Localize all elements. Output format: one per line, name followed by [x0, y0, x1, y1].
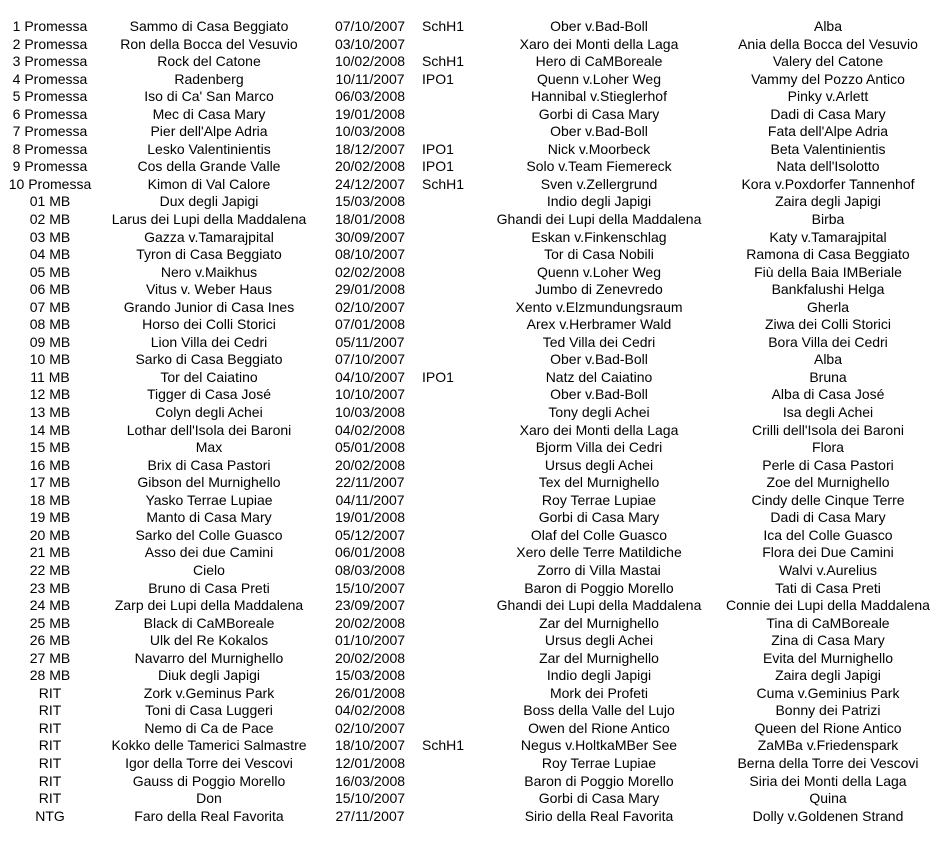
dog-name-cell: Cos della Grande Valle [137, 158, 281, 175]
dam-cell: Connie dei Lupi della Maddalena [726, 597, 930, 614]
title-cell: SchH1 [422, 737, 465, 754]
dog-name-cell: Black di CaMBoreale [143, 614, 275, 631]
birth-date-cell: 05/01/2008 [334, 439, 406, 456]
dam-cell: Cuma v.Geminius Park [756, 684, 900, 701]
class-cell: 18 MB [29, 491, 71, 508]
class-cell: 13 MB [29, 404, 71, 421]
birth-date-cell: 27/11/2007 [335, 807, 405, 824]
birth-date-cell: 22/11/2007 [335, 474, 405, 491]
birth-date-cell: 20/02/2008 [334, 158, 406, 175]
dog-name-cell: Faro della Real Favorita [134, 807, 284, 824]
birth-date-cell: 18/10/2007 [334, 737, 406, 754]
dog-name-cell: Diuk degli Japigi [158, 667, 260, 684]
dam-cell: Bankfalushi Helga [771, 281, 885, 298]
dog-name-cell: Nemo di Ca de Pace [144, 719, 274, 736]
table-row [0, 123, 940, 141]
class-cell: 4 Promessa [12, 70, 88, 87]
title-cell: IPO1 [422, 140, 454, 157]
table-row [0, 211, 940, 229]
dam-cell: Siria dei Monti della Laga [749, 772, 907, 789]
birth-date-cell: 19/01/2008 [334, 509, 406, 526]
class-cell: 14 MB [29, 421, 71, 438]
dam-cell: Dolly v.Goldenen Strand [752, 807, 904, 824]
dog-name-cell: Don [196, 790, 222, 807]
birth-date-cell: 15/03/2008 [334, 667, 406, 684]
dog-name-cell: Larus dei Lupi della Maddalena [111, 211, 307, 228]
class-cell: 27 MB [29, 649, 71, 666]
sire-cell: Gorbi di Casa Mary [538, 509, 660, 526]
birth-date-cell: 07/10/2007 [334, 351, 406, 368]
class-cell: RIT [38, 737, 62, 754]
class-cell: 28 MB [29, 667, 71, 684]
table-row [0, 720, 940, 738]
table-row [0, 299, 940, 317]
dog-name-cell: Mec di Casa Mary [152, 105, 266, 122]
dam-cell: Pinky v.Arlett [787, 88, 869, 105]
sire-cell: Natz del Caiatino [545, 368, 653, 385]
birth-date-cell: 24/12/2007 [334, 175, 406, 192]
dam-cell: Berna della Torre dei Vescovi [737, 754, 919, 771]
birth-date-cell: 20/02/2008 [334, 614, 406, 631]
dam-cell: Cindy delle Cinque Terre [751, 491, 905, 508]
class-cell: 10 Promessa [8, 175, 92, 192]
dog-name-cell: Kokko delle Tamerici Salmastre [111, 737, 307, 754]
birth-date-cell: 04/02/2008 [334, 421, 406, 438]
class-cell: 06 MB [29, 281, 71, 298]
table-row [0, 264, 940, 282]
dog-name-cell: Navarro del Murnighello [134, 649, 284, 666]
class-cell: 8 Promessa [12, 140, 88, 157]
sire-cell: Indio degli Japigi [546, 667, 652, 684]
birth-date-cell: 30/09/2007 [334, 228, 406, 245]
dog-name-cell: Gibson del Murnighello [137, 474, 281, 491]
sire-cell: Hero di CaMBoreale [535, 53, 663, 70]
sire-cell: Xaro dei Monti della Laga [519, 421, 679, 438]
dog-name-cell: Gazza v.Tamarajpital [144, 228, 274, 245]
dog-name-cell: Tigger di Casa José [147, 386, 271, 403]
class-cell: 09 MB [29, 333, 71, 350]
dam-cell: Crilli dell'Isola dei Baroni [751, 421, 905, 438]
dam-cell: Tina di CaMBoreale [766, 614, 890, 631]
dog-name-cell: Tyron di Casa Beggiato [136, 246, 282, 263]
dog-name-cell: Zork v.Geminus Park [143, 684, 275, 701]
sire-cell: Tor di Casa Nobili [544, 246, 654, 263]
birth-date-cell: 06/01/2008 [334, 544, 406, 561]
sire-cell: Indio degli Japigi [546, 193, 652, 210]
birth-date-cell: 23/09/2007 [334, 597, 406, 614]
table-row [0, 632, 940, 650]
table-row [0, 281, 940, 299]
title-cell: SchH1 [422, 18, 465, 34]
class-cell: 11 MB [30, 368, 70, 385]
sire-cell: Zar del Murnighello [539, 614, 659, 631]
birth-date-cell: 02/10/2007 [334, 719, 406, 736]
table-row [0, 71, 940, 89]
class-cell: 16 MB [29, 456, 71, 473]
dog-name-cell: Sammo di Casa Beggiato [129, 18, 289, 34]
birth-date-cell: 07/10/2007 [334, 18, 406, 34]
dam-cell: Queen del Rione Antico [754, 719, 902, 736]
birth-date-cell: 20/02/2008 [334, 649, 406, 666]
class-cell: 19 MB [29, 509, 71, 526]
dog-name-cell: Gauss di Poggio Morello [132, 772, 286, 789]
birth-date-cell: 01/10/2007 [334, 632, 406, 649]
class-cell: 08 MB [29, 316, 71, 333]
dam-cell: Zoe del Murnighello [766, 474, 890, 491]
sire-cell: Sven v.Zellergrund [540, 175, 658, 192]
table-row [0, 597, 940, 615]
class-cell: 22 MB [29, 561, 71, 578]
table-row [0, 18, 940, 36]
sire-cell: Solo v.Team Fiemereck [526, 158, 672, 175]
dog-name-cell: Sarko di Casa Beggiato [135, 351, 283, 368]
birth-date-cell: 18/01/2008 [334, 211, 406, 228]
table-row [0, 650, 940, 668]
class-cell: 24 MB [29, 597, 71, 614]
table-row [0, 141, 940, 159]
dam-cell: Valery del Catone [772, 53, 884, 70]
dog-name-cell: Lesko Valentinientis [147, 140, 271, 157]
class-cell: 10 MB [29, 351, 71, 368]
class-cell: 17 MB [29, 474, 71, 491]
sire-cell: Negus v.HoltkaMBer See [520, 737, 678, 754]
dog-name-cell: Kimon di Val Calore [147, 175, 271, 192]
birth-date-cell: 08/03/2008 [334, 561, 406, 578]
table-row [0, 316, 940, 334]
dam-cell: Zaira degli Japigi [775, 193, 881, 210]
class-cell: RIT [38, 684, 62, 701]
sire-cell: Zar del Murnighello [539, 649, 659, 666]
birth-date-cell: 12/01/2008 [334, 754, 406, 771]
dam-cell: Bruna [809, 368, 847, 385]
birth-date-cell: 20/02/2008 [334, 456, 406, 473]
sire-cell: Ober v.Bad-Boll [550, 18, 648, 34]
sire-cell: Mork dei Profeti [549, 684, 649, 701]
sire-cell: Roy Terrae Lupiae [541, 491, 657, 508]
title-cell: SchH1 [422, 53, 465, 70]
birth-date-cell: 10/03/2008 [334, 123, 406, 140]
dam-cell: Flora dei Due Camini [762, 544, 894, 561]
dog-name-cell: Igor della Torre dei Vescovi [125, 754, 293, 771]
sire-cell: Xero delle Terre Matildiche [516, 544, 682, 561]
sire-cell: Nick v.Moorbeck [547, 140, 651, 157]
sire-cell: Ghandi dei Lupi della Maddalena [496, 597, 702, 614]
table-row [0, 386, 940, 404]
dog-name-cell: Iso di Ca' San Marco [144, 88, 274, 105]
table-row [0, 246, 940, 264]
class-cell: 04 MB [29, 246, 71, 263]
sire-cell: Ted Villa dei Cedri [542, 333, 656, 350]
table-row [0, 229, 940, 247]
sire-cell: Ursus degli Achei [544, 632, 654, 649]
dam-cell: Dadi di Casa Mary [770, 105, 886, 122]
birth-date-cell: 04/10/2007 [334, 368, 406, 385]
dam-cell: Tati di Casa Preti [775, 579, 881, 596]
birth-date-cell: 15/10/2007 [334, 790, 406, 807]
sire-cell: Bjorm Villa dei Cedri [535, 439, 663, 456]
dog-name-cell: Toni di Casa Luggeri [145, 702, 273, 719]
dam-cell: Perle di Casa Pastori [762, 456, 894, 473]
birth-date-cell: 03/10/2007 [334, 35, 406, 52]
class-cell: 07 MB [29, 298, 71, 315]
dog-name-cell: Manto di Casa Mary [146, 509, 272, 526]
dam-cell: Bonny dei Patrizi [775, 702, 881, 719]
dam-cell: Ziwa dei Colli Storici [764, 316, 892, 333]
dam-cell: Ania della Bocca del Vesuvio [738, 35, 918, 52]
table-row [0, 422, 940, 440]
birth-date-cell: 10/11/2007 [335, 70, 405, 87]
birth-date-cell: 16/03/2008 [334, 772, 406, 789]
sire-cell: Sirio della Real Favorita [524, 807, 674, 824]
class-cell: 1 Promessa [12, 18, 88, 34]
birth-date-cell: 15/03/2008 [334, 193, 406, 210]
sire-cell: Ursus degli Achei [544, 456, 654, 473]
title-cell: IPO1 [422, 158, 454, 175]
class-cell: 05 MB [29, 263, 71, 280]
dam-cell: Alba [813, 18, 843, 34]
class-cell: RIT [38, 772, 62, 789]
birth-date-cell: 10/02/2008 [334, 53, 406, 70]
table-row [0, 404, 940, 422]
dog-name-cell: Rock del Catone [157, 53, 261, 70]
table-row [0, 527, 940, 545]
birth-date-cell: 26/01/2008 [334, 684, 406, 701]
dam-cell: Beta Valentinientis [770, 140, 886, 157]
sire-cell: Zorro di Villa Mastai [537, 561, 661, 578]
sire-cell: Quenn v.Loher Weg [536, 263, 661, 280]
table-row [0, 158, 940, 176]
dam-cell: Bora Villa dei Cedri [768, 333, 888, 350]
table-row [0, 667, 940, 685]
dog-name-cell: Tor del Caiatino [160, 368, 258, 385]
dog-name-cell: Grando Junior di Casa Ines [123, 298, 295, 315]
dam-cell: Quina [809, 790, 847, 807]
table-row [0, 615, 940, 633]
class-cell: 15 MB [29, 439, 71, 456]
dam-cell: Ramona di Casa Beggiato [746, 246, 910, 263]
dog-name-cell: Yasko Terrae Lupiae [145, 491, 273, 508]
table-row [0, 36, 940, 54]
table-row [0, 790, 940, 808]
birth-date-cell: 08/10/2007 [334, 246, 406, 263]
birth-date-cell: 15/10/2007 [334, 579, 406, 596]
dog-name-cell: Vitus v. Weber Haus [145, 281, 273, 298]
birth-date-cell: 02/10/2007 [334, 298, 406, 315]
dam-cell: Evita del Murnighello [763, 649, 893, 666]
birth-date-cell: 19/01/2008 [334, 105, 406, 122]
birth-date-cell: 05/12/2007 [334, 526, 406, 543]
title-cell: IPO1 [422, 368, 454, 385]
table-row [0, 509, 940, 527]
dog-name-cell: Lion Villa dei Cedri [150, 333, 268, 350]
birth-date-cell: 10/10/2007 [334, 386, 406, 403]
dam-cell: Zaira degli Japigi [775, 667, 881, 684]
title-cell: IPO1 [422, 70, 454, 87]
class-cell: 23 MB [29, 579, 71, 596]
dam-cell: Fiù della Baia IMBeriale [754, 263, 902, 280]
table-row [0, 544, 940, 562]
dog-name-cell: Pier dell'Alpe Adria [150, 123, 268, 140]
class-cell: 25 MB [29, 614, 71, 631]
dog-name-cell: Colyn degli Achei [155, 404, 263, 421]
class-cell: 12 MB [29, 386, 71, 403]
table-row [0, 702, 940, 720]
dog-name-cell: Ron della Bocca del Vesuvio [120, 35, 298, 52]
dam-cell: Kora v.Poxdorfer Tannenhof [741, 175, 915, 192]
class-cell: 21 MB [29, 544, 71, 561]
dog-name-cell: Asso dei due Camini [144, 544, 274, 561]
birth-date-cell: 18/12/2007 [334, 140, 406, 157]
class-cell: 01 MB [29, 193, 71, 210]
class-cell: RIT [38, 790, 62, 807]
sire-cell: Olaf del Colle Guasco [530, 526, 668, 543]
table-row [0, 808, 940, 826]
dog-name-cell: Bruno di Casa Preti [148, 579, 270, 596]
dog-name-cell: Nero v.Maikhus [160, 263, 258, 280]
sire-cell: Ober v.Bad-Boll [550, 123, 648, 140]
table-row [0, 685, 940, 703]
table-row [0, 53, 940, 71]
class-cell: RIT [38, 719, 62, 736]
dam-cell: Alba di Casa José [771, 386, 885, 403]
dog-name-cell: Lothar dell'Isola dei Baroni [126, 421, 292, 438]
sire-cell: Baron di Poggio Morello [524, 772, 674, 789]
dam-cell: Flora [812, 439, 844, 456]
sire-cell: Hannibal v.Stieglerhof [531, 88, 667, 105]
dam-cell: Nata dell'Isolotto [776, 158, 880, 175]
table-row [0, 562, 940, 580]
class-cell: 03 MB [29, 228, 71, 245]
class-cell: 3 Promessa [12, 53, 88, 70]
class-cell: 26 MB [29, 632, 71, 649]
sire-cell: Tex del Murnighello [538, 474, 660, 491]
dam-cell: Dadi di Casa Mary [770, 509, 886, 526]
dog-name-cell: Zarp dei Lupi della Maddalena [114, 597, 304, 614]
sire-cell: Xento v.Elzmundungsraum [515, 298, 683, 315]
sire-cell: Boss della Valle del Lujo [523, 702, 675, 719]
birth-date-cell: 07/01/2008 [334, 316, 406, 333]
sire-cell: Quenn v.Loher Weg [536, 70, 661, 87]
sire-cell: Xaro dei Monti della Laga [519, 35, 679, 52]
dam-cell: Birba [811, 211, 845, 228]
dam-cell: Zina di Casa Mary [771, 632, 885, 649]
dog-name-cell: Radenberg [174, 70, 244, 87]
class-cell: RIT [38, 754, 62, 771]
sire-cell: Arex v.Herbramer Wald [526, 316, 672, 333]
dam-cell: Ica del Colle Guasco [763, 526, 893, 543]
dam-cell: Gherla [806, 298, 850, 315]
sire-cell: Owen del Rione Antico [528, 719, 670, 736]
table-row [0, 755, 940, 773]
table-row [0, 88, 940, 106]
class-cell: 5 Promessa [12, 88, 88, 105]
birth-date-cell: 02/02/2008 [334, 263, 406, 280]
table-row [0, 737, 940, 755]
dog-name-cell: Sarko del Colle Guasco [135, 526, 283, 543]
table-row [0, 457, 940, 475]
dam-cell: Alba [813, 351, 843, 368]
table-row [0, 106, 940, 124]
birth-date-cell: 06/03/2008 [334, 88, 406, 105]
table-row [0, 474, 940, 492]
sire-cell: Jumbo di Zenevredo [535, 281, 663, 298]
results-table [0, 18, 940, 825]
table-row [0, 773, 940, 791]
dog-name-cell: Ulk del Re Kokalos [149, 632, 269, 649]
sire-cell: Baron di Poggio Morello [524, 579, 674, 596]
dog-name-cell: Cielo [193, 561, 225, 578]
birth-date-cell: 05/11/2007 [335, 333, 405, 350]
sire-cell: Ghandi dei Lupi della Maddalena [496, 211, 702, 228]
class-cell: 20 MB [29, 526, 71, 543]
dog-name-cell: Dux degli Japigi [159, 193, 259, 210]
dog-name-cell: Max [195, 439, 223, 456]
sire-cell: Tony degli Achei [548, 404, 650, 421]
dam-cell: Fata dell'Alpe Adria [767, 123, 889, 140]
birth-date-cell: 04/11/2007 [335, 491, 405, 508]
table-row [0, 492, 940, 510]
sire-cell: Gorbi di Casa Mary [538, 790, 660, 807]
dam-cell: Katy v.Tamarajpital [769, 228, 887, 245]
table-row [0, 580, 940, 598]
table-row [0, 334, 940, 352]
dam-cell: Walvi v.Aurelius [778, 561, 878, 578]
table-row [0, 439, 940, 457]
birth-date-cell: 04/02/2008 [334, 702, 406, 719]
dog-name-cell: Horso dei Colli Storici [142, 316, 276, 333]
class-cell: NTG [35, 807, 65, 824]
sire-cell: Gorbi di Casa Mary [538, 105, 660, 122]
class-cell: 7 Promessa [12, 123, 88, 140]
dog-name-cell: Brix di Casa Pastori [147, 456, 271, 473]
sire-cell: Roy Terrae Lupiae [541, 754, 657, 771]
sire-cell: Ober v.Bad-Boll [550, 386, 648, 403]
class-cell: RIT [38, 702, 62, 719]
birth-date-cell: 10/03/2008 [334, 404, 406, 421]
dam-cell: Isa degli Achei [782, 404, 874, 421]
table-row [0, 176, 940, 194]
class-cell: 6 Promessa [12, 105, 88, 122]
class-cell: 9 Promessa [12, 158, 88, 175]
class-cell: 02 MB [29, 211, 71, 228]
dam-cell: Vammy del Pozzo Antico [751, 70, 905, 87]
class-cell: 2 Promessa [12, 35, 88, 52]
dam-cell: ZaMBa v.Friedenspark [757, 737, 899, 754]
sire-cell: Eskan v.Finkenschlag [531, 228, 667, 245]
sire-cell: Ober v.Bad-Boll [550, 351, 648, 368]
table-row [0, 351, 940, 369]
table-row [0, 193, 940, 211]
title-cell: SchH1 [422, 175, 465, 192]
table-row [0, 369, 940, 387]
birth-date-cell: 29/01/2008 [334, 281, 406, 298]
